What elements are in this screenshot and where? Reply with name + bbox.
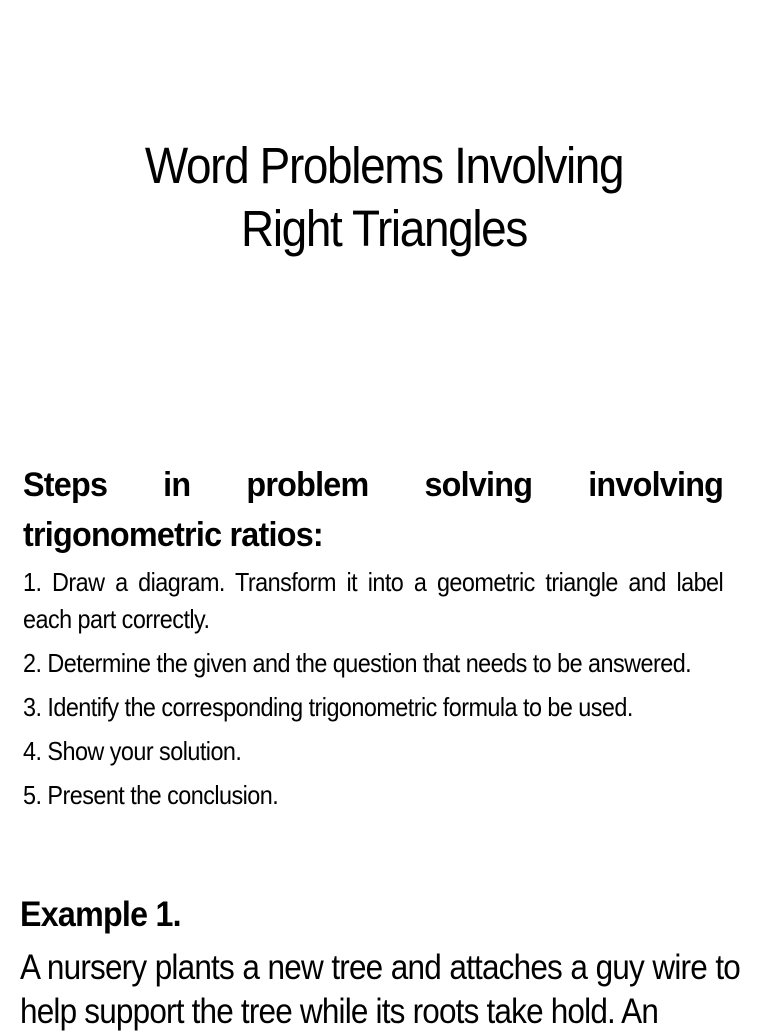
steps-heading: Steps in problem solving involving trigonometric ratios: bbox=[23, 466, 724, 554]
step-item: 2. Determine the given and the question that needs to be answered. bbox=[23, 648, 692, 678]
page-title bbox=[38, 134, 729, 260]
example-label: Example 1. bbox=[20, 895, 181, 934]
page-title-line-1: Word Problems Involving bbox=[144, 137, 624, 194]
page-title-line-2: Right Triangles bbox=[241, 200, 527, 257]
step-item: 5. Present the conclusion. bbox=[23, 780, 279, 810]
steps-section bbox=[23, 460, 723, 821]
step-item: 3. Identify the corresponding trigonometric formula to be used. bbox=[23, 692, 633, 722]
step-item: 1. Draw a diagram. Transform it into a geometric triangle and label each part correctly. bbox=[23, 567, 724, 634]
example-section bbox=[20, 893, 745, 1034]
step-item: 4. Show your solution. bbox=[23, 736, 242, 766]
example-text: A nursery plants a new tree and attaches a guy wire to help support the tree while its roots take hold. An bbox=[20, 948, 740, 1031]
